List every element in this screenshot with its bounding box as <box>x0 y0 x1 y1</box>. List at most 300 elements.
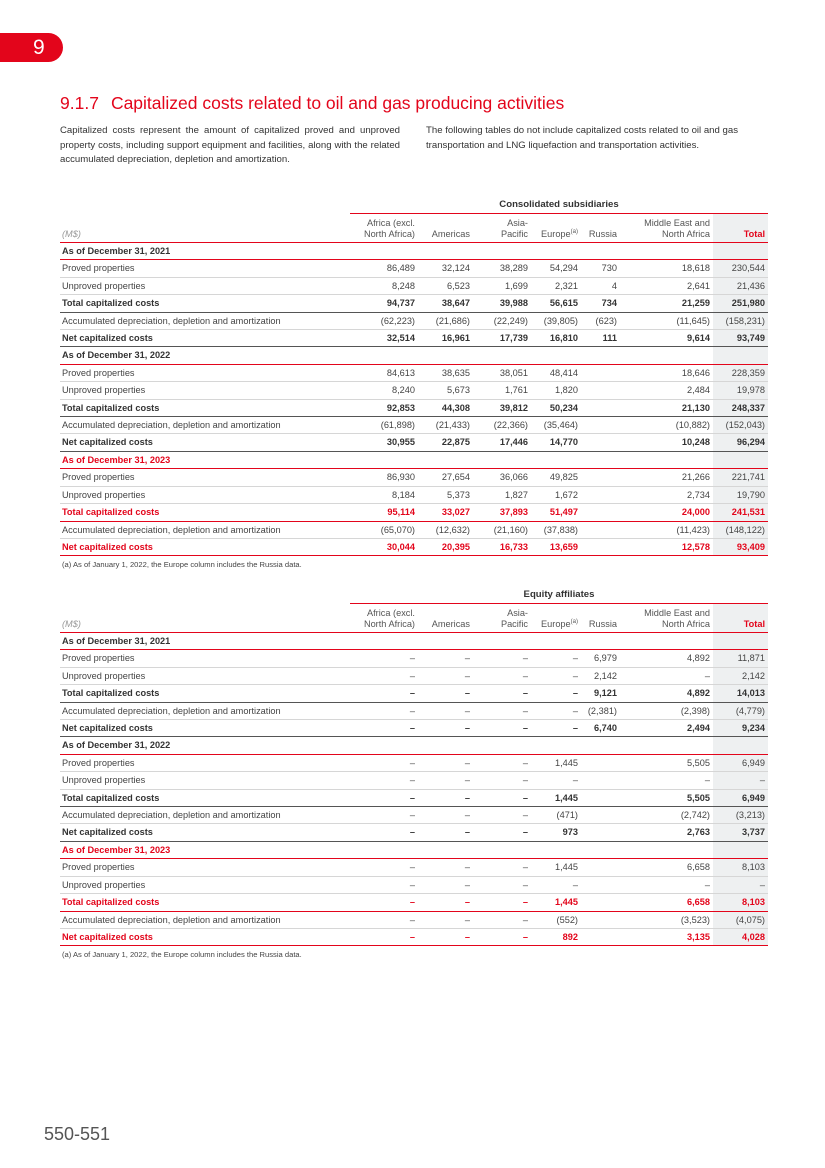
value-cell: 30,955 <box>350 434 418 451</box>
value-cell: 4,892 <box>620 685 713 702</box>
empty-cell <box>418 633 473 650</box>
col-africa-line1: Africa (excl. <box>367 608 415 618</box>
value-cell: – <box>473 720 531 737</box>
col-asia-line1: Asia- <box>507 608 528 618</box>
net-row <box>60 720 768 737</box>
row-label: Accumulated depreciation, depletion and amortization <box>60 807 350 824</box>
col-mena-line2: North Africa <box>662 619 710 629</box>
total-row <box>60 685 768 702</box>
empty-cell <box>473 243 531 260</box>
header-row <box>60 214 768 243</box>
value-cell: 21,130 <box>620 399 713 416</box>
value-cell: – <box>350 650 418 667</box>
value-cell: 13,659 <box>531 538 581 555</box>
value-cell: 37,893 <box>473 504 531 521</box>
value-cell: – <box>473 824 531 841</box>
value-cell: (552) <box>531 911 581 928</box>
value-cell: 16,810 <box>531 330 581 347</box>
value-cell: – <box>473 911 531 928</box>
value-cell: – <box>350 894 418 911</box>
unit-header: (M$) <box>60 214 350 243</box>
col-russia: Russia <box>581 214 620 243</box>
value-cell: (22,366) <box>473 417 531 434</box>
value-cell: 6,949 <box>713 789 768 806</box>
value-cell: 21,266 <box>620 469 713 486</box>
value-cell: 1,445 <box>531 754 581 771</box>
proved-row <box>60 650 768 667</box>
value-cell: (65,070) <box>350 521 418 538</box>
value-cell: (21,686) <box>418 312 473 329</box>
value-cell: (11,645) <box>620 312 713 329</box>
value-cell: – <box>350 928 418 945</box>
value-cell: 18,618 <box>620 260 713 277</box>
value-cell <box>581 859 620 876</box>
value-cell: 16,961 <box>418 330 473 347</box>
value-cell: – <box>713 772 768 789</box>
proved-row <box>60 260 768 277</box>
value-cell: 8,248 <box>350 277 418 294</box>
net-row <box>60 330 768 347</box>
value-cell: 6,979 <box>581 650 620 667</box>
value-cell: – <box>418 859 473 876</box>
value-cell: – <box>418 685 473 702</box>
row-label: Proved properties <box>60 364 350 381</box>
section-title-text: Capitalized costs related to oil and gas producing activities <box>110 93 565 113</box>
value-cell: 38,647 <box>418 295 473 312</box>
empty-cell <box>418 737 473 754</box>
col-asia-line1: Asia- <box>507 218 528 228</box>
row-label: Unproved properties <box>60 772 350 789</box>
col-africa-line2: North Africa) <box>363 229 415 239</box>
col-europe-note: (a) <box>570 228 578 235</box>
value-cell: – <box>713 876 768 893</box>
value-cell: (35,464) <box>531 417 581 434</box>
value-cell: – <box>473 685 531 702</box>
empty-cell <box>531 841 581 858</box>
empty-cell <box>581 451 620 468</box>
year-label: As of December 31, 2023 <box>60 451 350 468</box>
value-cell: (148,122) <box>713 521 768 538</box>
value-cell: 1,827 <box>473 486 531 503</box>
row-label: Accumulated depreciation, depletion and amortization <box>60 702 350 719</box>
value-cell: 16,733 <box>473 538 531 555</box>
col-europe-label: Europe <box>541 229 571 239</box>
consolidated-footnote: (a) As of January 1, 2022, the Europe column includes the Russia data. <box>62 560 302 570</box>
total-row <box>60 789 768 806</box>
value-cell: 1,699 <box>473 277 531 294</box>
empty-cell <box>350 737 418 754</box>
value-cell: 5,505 <box>620 789 713 806</box>
value-cell: 3,737 <box>713 824 768 841</box>
empty-cell <box>581 737 620 754</box>
value-cell <box>581 789 620 806</box>
value-cell: (152,043) <box>713 417 768 434</box>
empty-cell <box>581 841 620 858</box>
value-cell: 8,103 <box>713 859 768 876</box>
empty-cell <box>713 737 768 754</box>
value-cell: 38,289 <box>473 260 531 277</box>
value-cell: 892 <box>531 928 581 945</box>
proved-row <box>60 364 768 381</box>
value-cell: – <box>473 928 531 945</box>
value-cell <box>581 894 620 911</box>
value-cell: 92,853 <box>350 399 418 416</box>
value-cell <box>581 486 620 503</box>
value-cell: 251,980 <box>713 295 768 312</box>
value-cell: 6,949 <box>713 754 768 771</box>
empty-cell <box>350 451 418 468</box>
net-row <box>60 824 768 841</box>
col-africa <box>350 214 418 243</box>
unproved-row <box>60 382 768 399</box>
col-mena-line2: North Africa <box>662 229 710 239</box>
empty-cell <box>581 633 620 650</box>
year-header-row <box>60 841 768 858</box>
row-label: Net capitalized costs <box>60 538 350 555</box>
value-cell: 241,531 <box>713 504 768 521</box>
row-label: Total capitalized costs <box>60 789 350 806</box>
accum-row <box>60 312 768 329</box>
year-label: As of December 31, 2022 <box>60 737 350 754</box>
value-cell: (39,805) <box>531 312 581 329</box>
value-cell: 6,658 <box>620 859 713 876</box>
value-cell: (10,882) <box>620 417 713 434</box>
value-cell: – <box>473 807 531 824</box>
value-cell: 54,294 <box>531 260 581 277</box>
value-cell <box>581 382 620 399</box>
value-cell: 56,615 <box>531 295 581 312</box>
consolidated-table-block <box>60 199 768 569</box>
row-label: Net capitalized costs <box>60 434 350 451</box>
unproved-row <box>60 876 768 893</box>
value-cell <box>581 469 620 486</box>
row-label: Proved properties <box>60 754 350 771</box>
value-cell: (12,632) <box>418 521 473 538</box>
value-cell: – <box>473 650 531 667</box>
value-cell: 734 <box>581 295 620 312</box>
col-mena-line1: Middle East and <box>644 608 710 618</box>
value-cell: 5,373 <box>418 486 473 503</box>
value-cell: 8,240 <box>350 382 418 399</box>
value-cell: 21,259 <box>620 295 713 312</box>
value-cell <box>581 364 620 381</box>
empty-cell <box>713 347 768 364</box>
value-cell: 32,514 <box>350 330 418 347</box>
col-africa-line1: Africa (excl. <box>367 218 415 228</box>
empty-cell <box>473 841 531 858</box>
value-cell: 17,739 <box>473 330 531 347</box>
value-cell: – <box>350 702 418 719</box>
equity-footnote: (a) As of January 1, 2022, the Europe column includes the Russia data. <box>62 950 302 960</box>
value-cell: – <box>531 772 581 789</box>
year-header-row <box>60 633 768 650</box>
empty-cell <box>581 243 620 260</box>
value-cell: 6,523 <box>418 277 473 294</box>
empty-cell <box>531 243 581 260</box>
value-cell: 38,051 <box>473 364 531 381</box>
value-cell: 19,978 <box>713 382 768 399</box>
value-cell: – <box>350 685 418 702</box>
value-cell: – <box>531 702 581 719</box>
empty-cell <box>418 243 473 260</box>
value-cell: – <box>620 772 713 789</box>
value-cell: 1,672 <box>531 486 581 503</box>
value-cell: – <box>418 667 473 684</box>
value-cell: (11,423) <box>620 521 713 538</box>
value-cell: – <box>418 876 473 893</box>
value-cell: (471) <box>531 807 581 824</box>
value-cell: 94,737 <box>350 295 418 312</box>
value-cell: 2,763 <box>620 824 713 841</box>
value-cell: – <box>350 772 418 789</box>
row-label: Total capitalized costs <box>60 295 350 312</box>
row-label: Net capitalized costs <box>60 330 350 347</box>
consolidated-body <box>60 243 768 556</box>
value-cell: 111 <box>581 330 620 347</box>
value-cell <box>581 911 620 928</box>
value-cell: 21,436 <box>713 277 768 294</box>
value-cell: 6,740 <box>581 720 620 737</box>
value-cell: – <box>531 876 581 893</box>
value-cell: 2,321 <box>531 277 581 294</box>
value-cell: (62,223) <box>350 312 418 329</box>
net-row <box>60 434 768 451</box>
row-label: Accumulated depreciation, depletion and amortization <box>60 417 350 434</box>
value-cell: 49,825 <box>531 469 581 486</box>
empty-cell <box>350 841 418 858</box>
value-cell: – <box>350 720 418 737</box>
col-asia-line2: Pacific <box>500 229 528 239</box>
value-cell <box>581 754 620 771</box>
value-cell: – <box>620 667 713 684</box>
year-header-row <box>60 737 768 754</box>
value-cell: 230,544 <box>713 260 768 277</box>
value-cell: – <box>531 720 581 737</box>
value-cell: – <box>473 667 531 684</box>
value-cell: – <box>473 772 531 789</box>
col-total: Total <box>713 604 768 633</box>
value-cell: 32,124 <box>418 260 473 277</box>
empty-cell <box>473 451 531 468</box>
value-cell: – <box>418 702 473 719</box>
value-cell: – <box>350 789 418 806</box>
value-cell: (158,231) <box>713 312 768 329</box>
empty-cell <box>620 841 713 858</box>
col-russia: Russia <box>581 604 620 633</box>
value-cell: 86,489 <box>350 260 418 277</box>
row-label: Unproved properties <box>60 667 350 684</box>
row-label: Total capitalized costs <box>60 685 350 702</box>
empty-cell <box>531 451 581 468</box>
value-cell: – <box>350 911 418 928</box>
unproved-row <box>60 486 768 503</box>
value-cell: – <box>531 685 581 702</box>
value-cell <box>581 807 620 824</box>
value-cell: 39,812 <box>473 399 531 416</box>
col-europe <box>531 604 581 633</box>
value-cell: – <box>418 894 473 911</box>
value-cell <box>581 434 620 451</box>
intro-right: The following tables do not include capitalized costs related to oil and gas transportation and LNG liquefaction and transportation activities. <box>426 125 738 151</box>
value-cell: 2,142 <box>581 667 620 684</box>
value-cell: – <box>350 807 418 824</box>
net-row <box>60 538 768 555</box>
year-header-row <box>60 243 768 260</box>
value-cell: 2,484 <box>620 382 713 399</box>
value-cell: 3,135 <box>620 928 713 945</box>
row-label: Total capitalized costs <box>60 504 350 521</box>
row-label: Proved properties <box>60 650 350 667</box>
row-label: Proved properties <box>60 859 350 876</box>
col-africa <box>350 604 418 633</box>
value-cell: 18,646 <box>620 364 713 381</box>
value-cell: 44,308 <box>418 399 473 416</box>
value-cell: – <box>418 928 473 945</box>
value-cell: 2,494 <box>620 720 713 737</box>
unproved-row <box>60 772 768 789</box>
value-cell: – <box>418 772 473 789</box>
value-cell: (2,381) <box>581 702 620 719</box>
empty-cell <box>581 347 620 364</box>
value-cell: 4 <box>581 277 620 294</box>
year-label: As of December 31, 2022 <box>60 347 350 364</box>
value-cell: – <box>531 667 581 684</box>
value-cell <box>581 521 620 538</box>
empty-cell <box>620 737 713 754</box>
value-cell: 2,641 <box>620 277 713 294</box>
value-cell: – <box>418 807 473 824</box>
value-cell: 1,820 <box>531 382 581 399</box>
value-cell: (623) <box>581 312 620 329</box>
unproved-row <box>60 667 768 684</box>
col-americas: Americas <box>418 604 473 633</box>
accum-row <box>60 702 768 719</box>
section-title <box>60 93 564 114</box>
empty-cell <box>531 737 581 754</box>
col-americas: Americas <box>418 214 473 243</box>
col-europe-label: Europe <box>541 619 571 629</box>
empty-cell <box>418 451 473 468</box>
value-cell: – <box>473 894 531 911</box>
value-cell: 12,578 <box>620 538 713 555</box>
value-cell <box>581 824 620 841</box>
value-cell: 2,734 <box>620 486 713 503</box>
value-cell: 93,749 <box>713 330 768 347</box>
value-cell: 973 <box>531 824 581 841</box>
value-cell: – <box>473 789 531 806</box>
page-number: 550-551 <box>44 1124 111 1144</box>
empty-cell <box>350 633 418 650</box>
value-cell: – <box>418 754 473 771</box>
value-cell: – <box>418 650 473 667</box>
accum-row <box>60 521 768 538</box>
empty-cell <box>620 451 713 468</box>
equity-title: Equity affiliates <box>350 589 768 604</box>
empty-cell <box>620 243 713 260</box>
value-cell: 730 <box>581 260 620 277</box>
accum-row <box>60 417 768 434</box>
total-row <box>60 894 768 911</box>
value-cell: 4,892 <box>620 650 713 667</box>
value-cell: 19,790 <box>713 486 768 503</box>
proved-row <box>60 469 768 486</box>
col-mena-line1: Middle East and <box>644 218 710 228</box>
intro-left: Capitalized costs represent the amount of capitalized proved and unproved property costs, including support equipment and facilities, along with the related accumulated depreciation, depletion and amortization. <box>60 125 400 165</box>
col-europe <box>531 214 581 243</box>
value-cell: – <box>418 720 473 737</box>
value-cell: 9,121 <box>581 685 620 702</box>
value-cell: 22,875 <box>418 434 473 451</box>
value-cell <box>581 417 620 434</box>
value-cell: (21,433) <box>418 417 473 434</box>
value-cell: 5,505 <box>620 754 713 771</box>
row-label: Accumulated depreciation, depletion and amortization <box>60 911 350 928</box>
value-cell: 33,027 <box>418 504 473 521</box>
value-cell: – <box>473 859 531 876</box>
value-cell: 38,635 <box>418 364 473 381</box>
col-mena <box>620 604 713 633</box>
equity-table <box>60 604 768 946</box>
year-header-row <box>60 451 768 468</box>
value-cell: 1,445 <box>531 789 581 806</box>
value-cell: 4,028 <box>713 928 768 945</box>
value-cell: 2,142 <box>713 667 768 684</box>
col-total: Total <box>713 214 768 243</box>
value-cell: 30,044 <box>350 538 418 555</box>
row-label: Net capitalized costs <box>60 720 350 737</box>
value-cell <box>581 876 620 893</box>
accum-row <box>60 911 768 928</box>
value-cell: 48,414 <box>531 364 581 381</box>
value-cell: 20,395 <box>418 538 473 555</box>
empty-cell <box>418 841 473 858</box>
value-cell: 96,294 <box>713 434 768 451</box>
value-cell <box>581 772 620 789</box>
value-cell: 95,114 <box>350 504 418 521</box>
value-cell: – <box>418 789 473 806</box>
row-label: Net capitalized costs <box>60 824 350 841</box>
value-cell <box>581 538 620 555</box>
value-cell: – <box>620 876 713 893</box>
row-label: Total capitalized costs <box>60 894 350 911</box>
value-cell: 39,988 <box>473 295 531 312</box>
value-cell: – <box>350 859 418 876</box>
empty-cell <box>473 633 531 650</box>
row-label: Accumulated depreciation, depletion and amortization <box>60 521 350 538</box>
value-cell: – <box>350 754 418 771</box>
value-cell: (4,779) <box>713 702 768 719</box>
value-cell: 24,000 <box>620 504 713 521</box>
total-row <box>60 399 768 416</box>
year-label: As of December 31, 2021 <box>60 243 350 260</box>
col-asia-line2: Pacific <box>500 619 528 629</box>
value-cell: – <box>531 650 581 667</box>
year-header-row <box>60 347 768 364</box>
value-cell: 86,930 <box>350 469 418 486</box>
row-label: Proved properties <box>60 469 350 486</box>
value-cell: 248,337 <box>713 399 768 416</box>
empty-cell <box>473 347 531 364</box>
empty-cell <box>350 243 418 260</box>
value-cell: 9,614 <box>620 330 713 347</box>
value-cell: – <box>350 824 418 841</box>
value-cell: (37,838) <box>531 521 581 538</box>
value-cell: 14,770 <box>531 434 581 451</box>
value-cell: (3,213) <box>713 807 768 824</box>
chapter-tab: 9 <box>0 33 63 62</box>
empty-cell <box>713 451 768 468</box>
year-label: As of December 31, 2023 <box>60 841 350 858</box>
